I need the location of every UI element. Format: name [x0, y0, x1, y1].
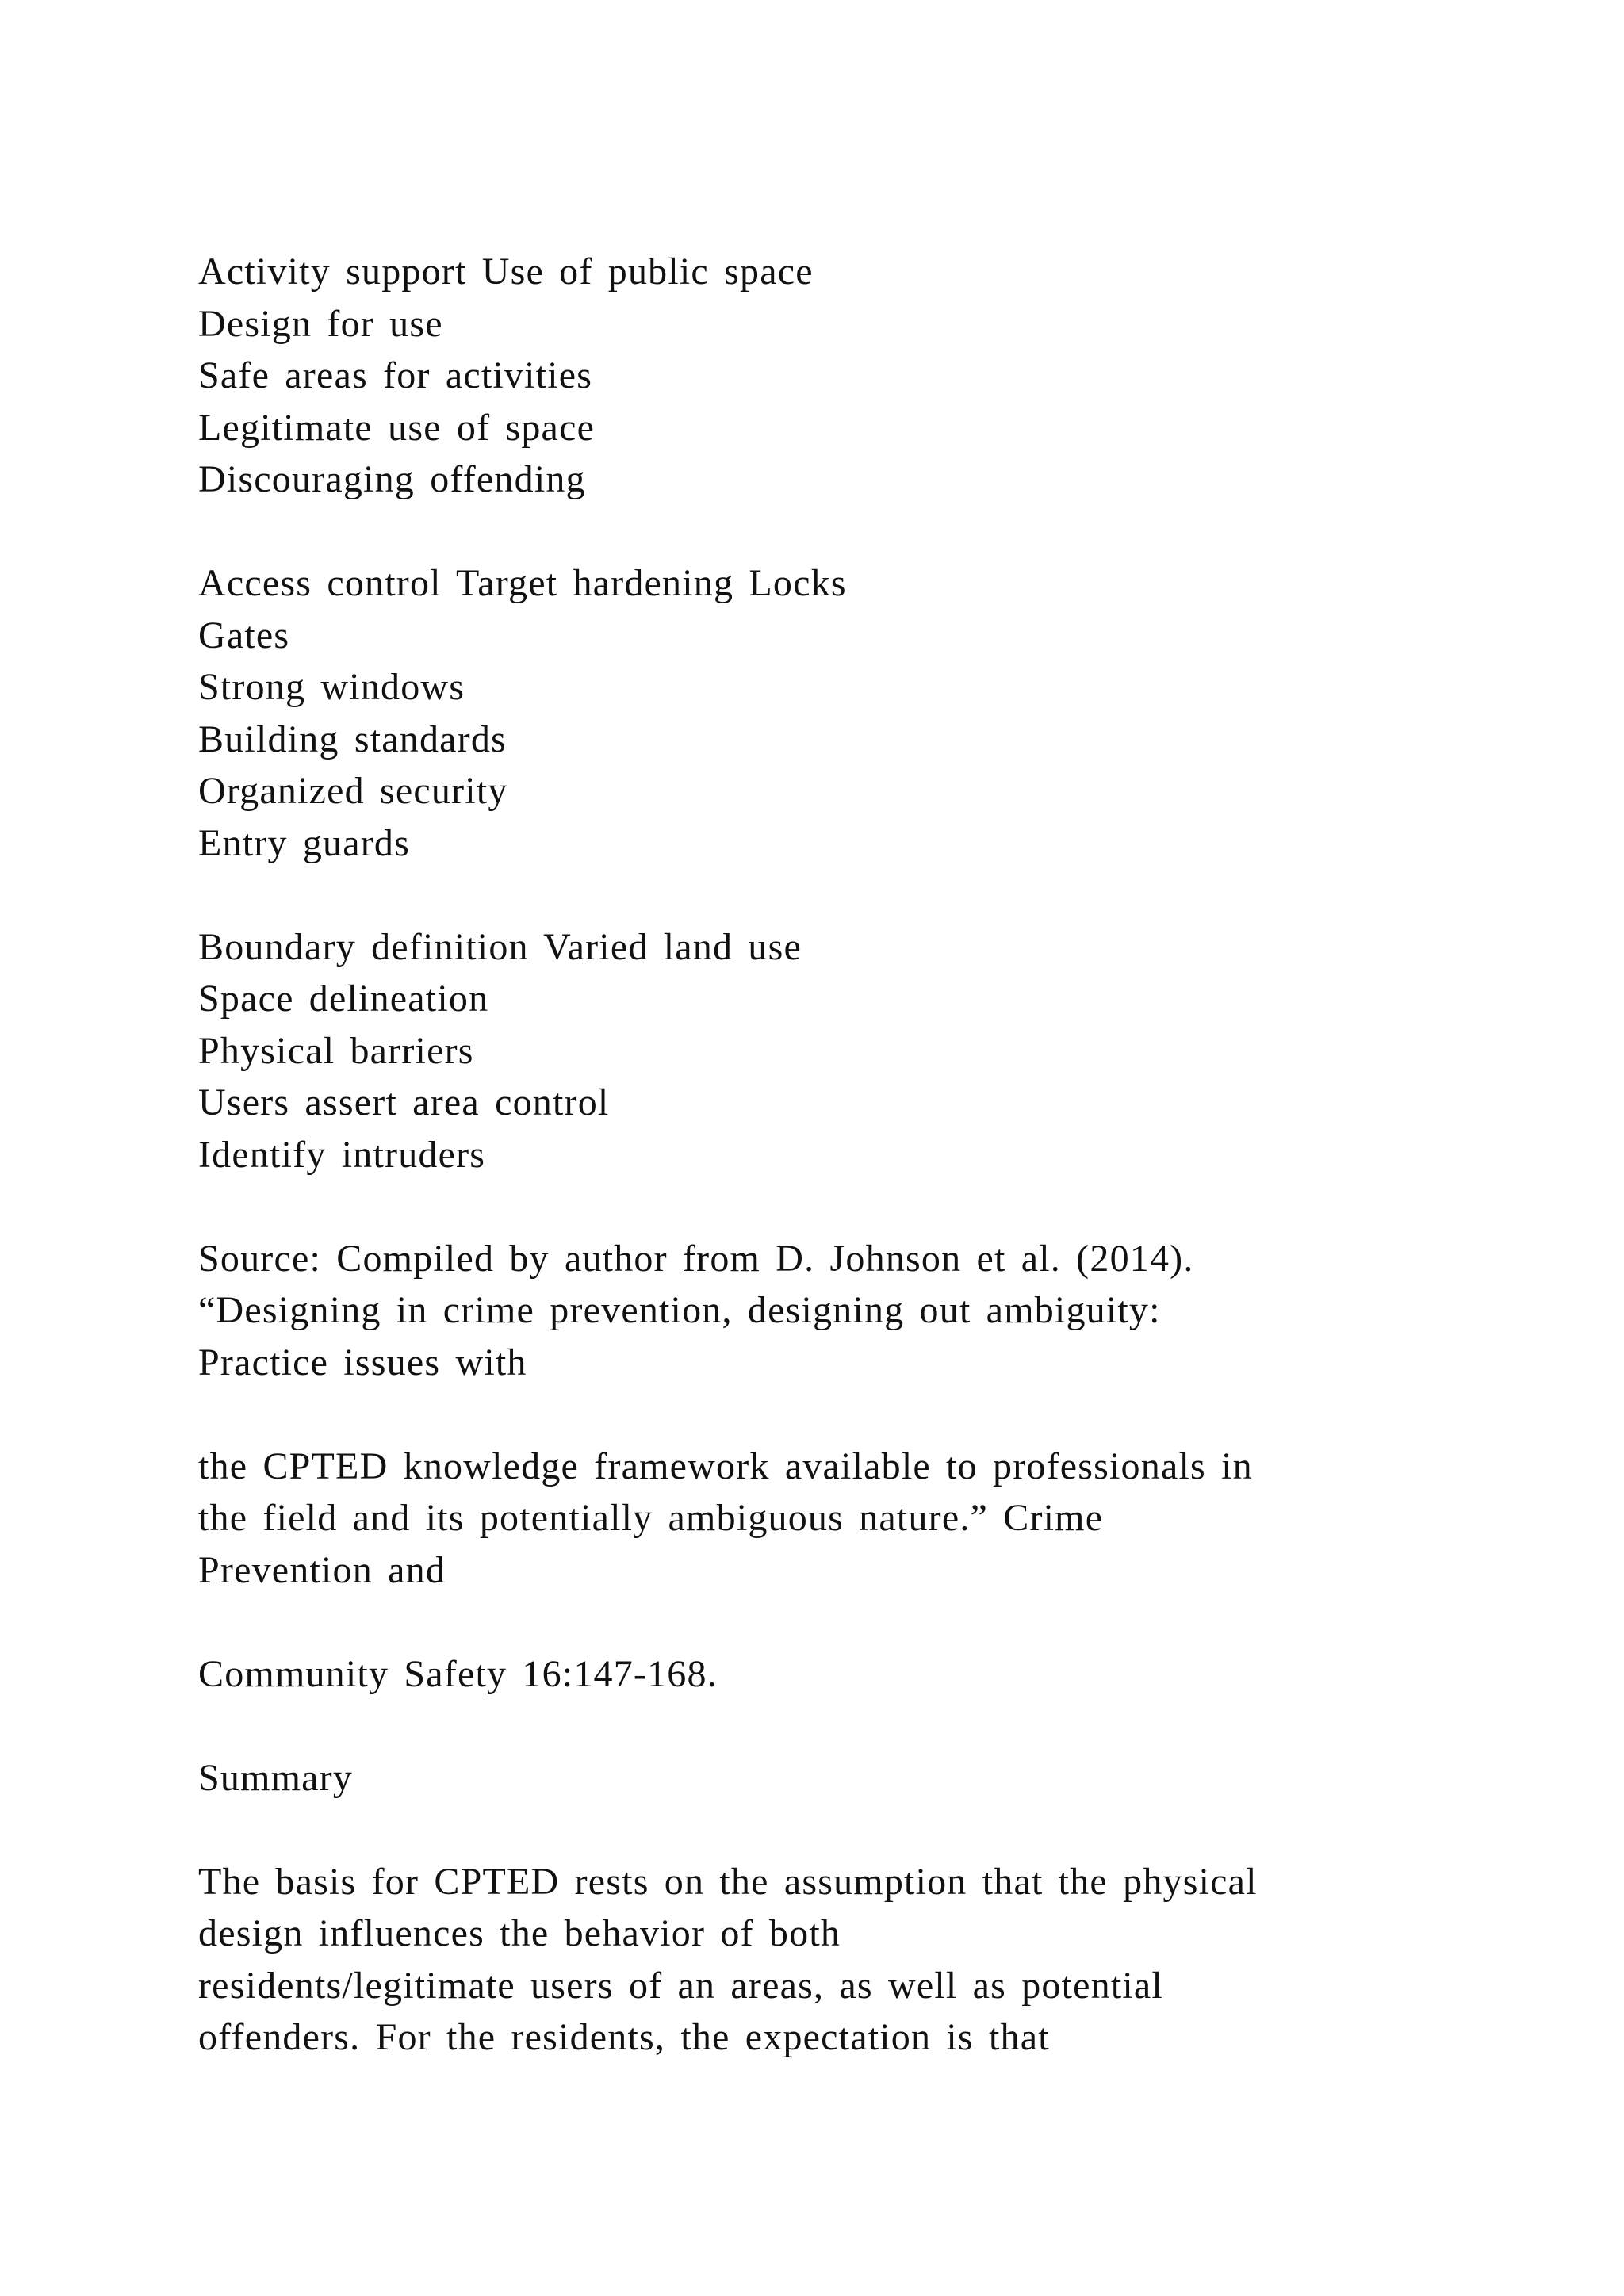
source-line: the field and its potentially ambiguous nature.” Crime: [198, 1497, 1104, 1539]
text-line: Legitimate use of space: [198, 406, 596, 449]
text-line: Boundary definition Varied land use: [198, 925, 802, 968]
document-body: [198, 246, 1530, 2064]
text-line: Physical barriers: [198, 1029, 474, 1072]
text-line: Users assert area control: [198, 1081, 610, 1123]
paragraph-line: residents/legitimate users of an areas, as well as potential: [198, 1964, 1163, 2007]
source-line: Source: Compiled by author from D. Johnson et al. (2014).: [198, 1237, 1194, 1280]
source-line: “Designing in crime prevention, designing out ambiguity:: [198, 1289, 1161, 1331]
blank-line: [198, 1181, 1530, 1233]
text-line: Space delineation: [198, 978, 489, 1020]
paragraph-line: design influences the behavior of both: [198, 1912, 841, 1954]
paragraph-line: The basis for CPTED rests on the assumption that the physical: [198, 1860, 1258, 1903]
text-line: Organized security: [198, 770, 508, 812]
source-line: Practice issues with: [198, 1341, 527, 1383]
paragraph-line: offenders. For the residents, the expectation is that: [198, 2016, 1050, 2058]
text-line: Activity support Use of public space: [198, 251, 814, 293]
blank-line: [198, 1596, 1530, 1648]
text-line: Gates: [198, 614, 290, 656]
blank-line: [198, 1388, 1530, 1441]
blank-line: [198, 506, 1530, 558]
text-line: Design for use: [198, 302, 443, 345]
text-line: Access control Target hardening Locks: [198, 562, 847, 604]
text-line: Identify intruders: [198, 1133, 486, 1176]
source-line: the CPTED knowledge framework available to professionals in: [198, 1445, 1253, 1487]
blank-line: [198, 1804, 1530, 1856]
blank-line: [198, 869, 1530, 921]
source-line: Community Safety 16:147-168.: [198, 1652, 718, 1695]
blank-line: [198, 1700, 1530, 1752]
text-line: Building standards: [198, 718, 507, 760]
section-heading: Summary: [198, 1756, 354, 1799]
text-line: Entry guards: [198, 821, 411, 864]
text-line: Strong windows: [198, 666, 465, 708]
source-line: Prevention and: [198, 1548, 446, 1591]
text-line: Discouraging offending: [198, 458, 586, 500]
text-line: Safe areas for activities: [198, 354, 593, 396]
